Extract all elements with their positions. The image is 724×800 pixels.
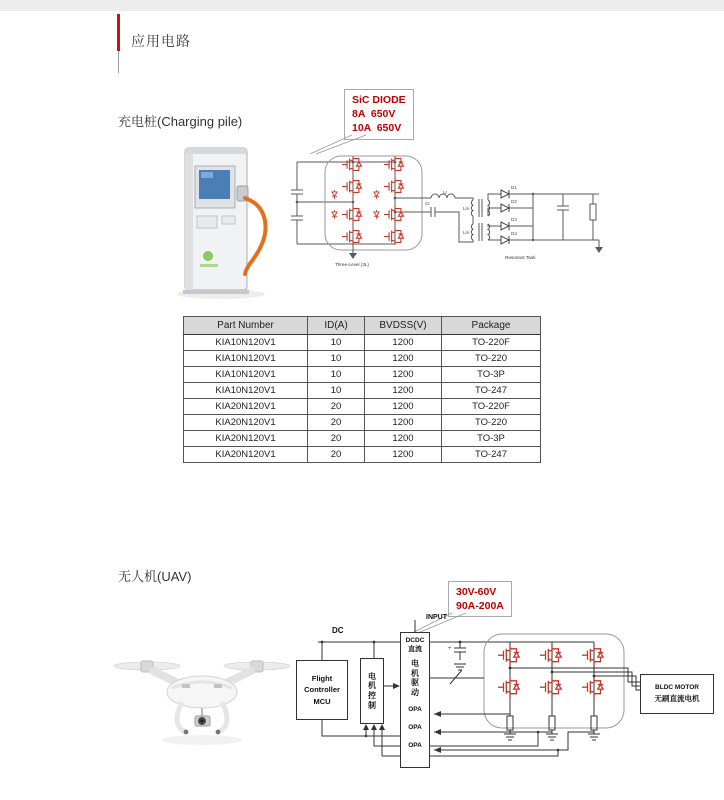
table-cell: 1200	[365, 447, 442, 463]
motor-drive-label: 电机驱动	[411, 659, 419, 697]
tank-label: Resonant Tank	[505, 255, 536, 260]
table-cell: 20	[308, 431, 365, 447]
col-header-package: Package	[442, 317, 541, 335]
col-header-bvdss: BVDSS(V)	[365, 317, 442, 335]
diode-label: D4	[511, 231, 517, 236]
dcdc-driver-block	[400, 632, 430, 768]
table-cell: 10	[308, 367, 365, 383]
table-cell: 1200	[365, 335, 442, 351]
callout-line: 90A-200A	[456, 600, 504, 613]
winding-label: Lm	[463, 230, 470, 235]
table-cell: 10	[308, 351, 365, 367]
table-cell: KIA10N120V1	[184, 383, 308, 399]
section-title: 应用电路	[131, 33, 191, 49]
bldc-motor-block	[640, 674, 714, 714]
mcu-line: Flight	[311, 674, 333, 684]
table-row	[184, 335, 541, 351]
table-cell: TO-247	[442, 383, 541, 399]
table-cell: KIA20N120V1	[184, 415, 308, 431]
mcu-line: Controller	[304, 685, 340, 695]
dcdc-label: DCDC	[405, 637, 425, 644]
uav-photo	[112, 628, 292, 763]
top-band	[0, 0, 724, 11]
callout-line: 30V-60V	[456, 586, 497, 598]
diode-label: D2	[511, 199, 517, 204]
callout-line: SiC DIODE	[352, 94, 406, 106]
section-accent-line	[118, 51, 119, 73]
opa-label: OPA	[408, 724, 422, 732]
opa-label: OPA	[408, 742, 422, 750]
winding-label: Lm	[463, 206, 470, 211]
table-cell: 1200	[365, 399, 442, 415]
table-header-row	[184, 317, 541, 335]
uav-circuit-figure	[288, 616, 723, 776]
diode-label: D1	[511, 185, 517, 190]
table-cell: KIA20N120V1	[184, 447, 308, 463]
table-row	[184, 431, 541, 447]
section-accent-bar	[117, 14, 120, 51]
input-label: INPUT	[426, 614, 447, 621]
bldc-label-cn: 无刷直流电机	[654, 694, 700, 704]
table-cell: 1200	[365, 351, 442, 367]
cap-label: Cr	[425, 201, 430, 206]
table-cell: 20	[308, 447, 365, 463]
table-cell: 1200	[365, 415, 442, 431]
inductor-label: Lr	[443, 190, 448, 195]
table-cell: 1200	[365, 383, 442, 399]
table-cell: 20	[308, 415, 365, 431]
table-cell: TO-247	[442, 447, 541, 463]
table-cell: 1200	[365, 431, 442, 447]
table-row	[184, 399, 541, 415]
charging-circuit-figure	[283, 146, 623, 270]
mcu-line: MCU	[313, 696, 331, 706]
table-cell: KIA10N120V1	[184, 335, 308, 351]
table-cell: KIA20N120V1	[184, 399, 308, 415]
bridge-label: Three-Level (3L)	[335, 262, 369, 267]
table-cell: TO-3P	[442, 367, 541, 383]
plus-sign: +	[448, 646, 452, 652]
bldc-label: BLDC MOTOR	[655, 683, 699, 691]
table-cell: TO-220	[442, 415, 541, 431]
opa-label: OPA	[408, 706, 422, 714]
parts-table	[183, 316, 541, 463]
sic-diode-callout	[344, 89, 414, 140]
col-header-part-number: Part Number	[184, 317, 308, 335]
table-row	[184, 383, 541, 399]
table-row	[184, 447, 541, 463]
uav-label: 无人机(UAV)	[118, 569, 192, 584]
callout-line: 10A 650V	[352, 122, 402, 135]
table-cell: KIA10N120V1	[184, 367, 308, 383]
motor-control-label: 电机控制	[368, 671, 376, 710]
charging-pile-photo	[165, 142, 280, 302]
table-cell: 10	[308, 383, 365, 399]
table-cell: TO-220F	[442, 335, 541, 351]
table-row	[184, 351, 541, 367]
table-cell: TO-220F	[442, 399, 541, 415]
flight-controller-mcu-block	[296, 660, 348, 720]
table-cell: TO-220	[442, 351, 541, 367]
table-cell: KIA20N120V1	[184, 431, 308, 447]
table-cell: 10	[308, 335, 365, 351]
col-header-id: ID(A)	[308, 317, 365, 335]
table-cell: KIA10N120V1	[184, 351, 308, 367]
table-cell: TO-3P	[442, 431, 541, 447]
table-cell: 1200	[365, 367, 442, 383]
callout-line: 8A 650V	[352, 108, 396, 121]
dc-label: DC	[332, 626, 344, 635]
table-row	[184, 415, 541, 431]
diode-label: D3	[511, 217, 517, 222]
table-row	[184, 367, 541, 383]
table-cell: 20	[308, 399, 365, 415]
charging-pile-label: 充电桩(Charging pile)	[118, 114, 243, 129]
motor-control-block	[360, 658, 384, 724]
dcdc-label-cn: 直流	[408, 646, 422, 653]
